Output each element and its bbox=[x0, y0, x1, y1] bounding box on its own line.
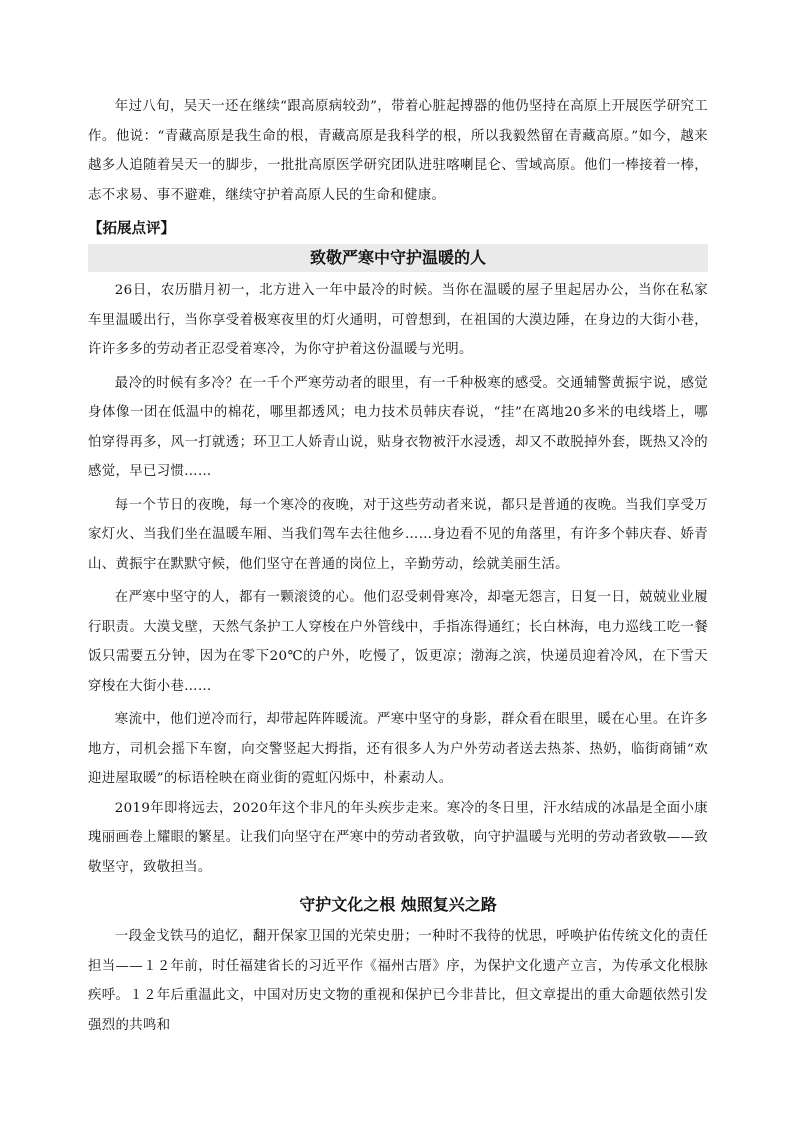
article1-paragraph-5: 寒流中，他们逆冷而行，却带起阵阵暖流。严寒中坚守的身影，群众看在眼里，暖在心里。在许多地方，司机会摇下车窗，向交警竖起大拇指，还有很多人为户外劳动者送去热茶、热奶，临街商铺“欢迎进屋取暖”的标语栓映在商业街的霓虹闪烁中，朴素动人。 bbox=[88, 712, 708, 786]
article1-paragraph-1: 26日，农历腊月初一，北方进入一年中最冷的时候。当你在温暖的屋子里起居办公，当你在私家车里温暖出行，当你享受着极寒夜里的灯火通明，可曾想到，在祖国的大漠边陲，在身边的大街小巷，许许多多的劳动者正忍受着寒冷，为你守护着这份温暖与光明。 bbox=[88, 283, 708, 357]
article2-paragraph-1: 一段金戈铁马的追忆，翻开保家卫国的光荣史册；一种时不我待的忧思，呼唤护佑传统文化的责任担当——１２年前，时任福建省长的习近平作《福州古厝》序，为保护文化遗产立言，为传承文化根脉疾呼。１２年后重温此文，中国对历史文物的重视和保护已今非昔比，但文章提出的重大命题依然引发强烈的共鸣和 bbox=[88, 929, 708, 1033]
article1-title: 致敬严寒中守护温暖的人 bbox=[88, 244, 708, 272]
article1-paragraph-4: 在严寒中坚守的人，都有一颗滚烫的心。他们忍受刺骨寒冷，却毫无怨言，日复一日，兢兢业业履行职责。大漠戈壁，天然气条护工人穿梭在户外管线中，手指冻得通红；长白林海，电力巡线工吃一餐饭只需要五分钟，因为在零下20℃的户外，吃慢了，饭更凉；渤海之滨，快递员迎着冷风，在下雪天穿梭在大街小巷…… bbox=[88, 590, 708, 694]
article2-title: 守护文化之根 烛照复兴之路 bbox=[299, 895, 497, 914]
article1-body bbox=[88, 276, 708, 882]
section-label: 【拓展点评】 bbox=[88, 221, 175, 237]
intro-paragraph: 年过八旬，吴天一还在继续“跟高原病较劲”，带着心脏起搏器的他仍坚持在高原上开展医学研究工作。他说：“青藏高原是我生命的根，青藏高原是我科学的根，所以我毅然留在青藏高原。”如今，越来越多人追随着吴天一的脚步，一批批高原医学研究团队进驻喀喇昆仑、雪域高原。他们一棒接着一棒，志不求易、事不避难，继续守护着高原人民的生命和健康。 bbox=[88, 99, 708, 203]
article1-paragraph-6: 2019年即将远去，2020年这个非凡的年头疾步走来。寒冷的冬日里，汗水结成的冰晶是全面小康瑰丽画卷上耀眼的繁星。让我们向坚守在严寒中的劳动者致敬，向守护温暖与光明的劳动者致敬——致敬坚守，致敬担当。 bbox=[88, 800, 708, 875]
article2-body bbox=[88, 922, 708, 1040]
document-page bbox=[88, 92, 708, 1040]
article1-paragraph-2: 最冷的时候有多冷？在一千个严寒劳动者的眼里，有一千种极寒的感受。交通辅警黄振宇说，感觉身体像一团在低温中的棉花，哪里都透风；电力技术员韩庆春说，“挂”在离地20多米的电线塔上，哪怕穿得再多，风一打就透；环卫工人娇青山说，贴身衣物被汗水浸透，却又不敢脱掉外套，既热又冷的感觉，早已习惯…… bbox=[88, 375, 708, 479]
article1-paragraph-3: 每一个节日的夜晚，每一个寒冷的夜晚，对于这些劳动者来说，都只是普通的夜晚。当我们享受万家灯火、当我们坐在温暖车厢、当我们驾车去往他乡……身边看不见的角落里，有许多个韩庆春、娇青山、黄振宇在默默守候，他们坚守在普通的岗位上，辛勤劳动，绘就美丽生活。 bbox=[88, 497, 708, 572]
